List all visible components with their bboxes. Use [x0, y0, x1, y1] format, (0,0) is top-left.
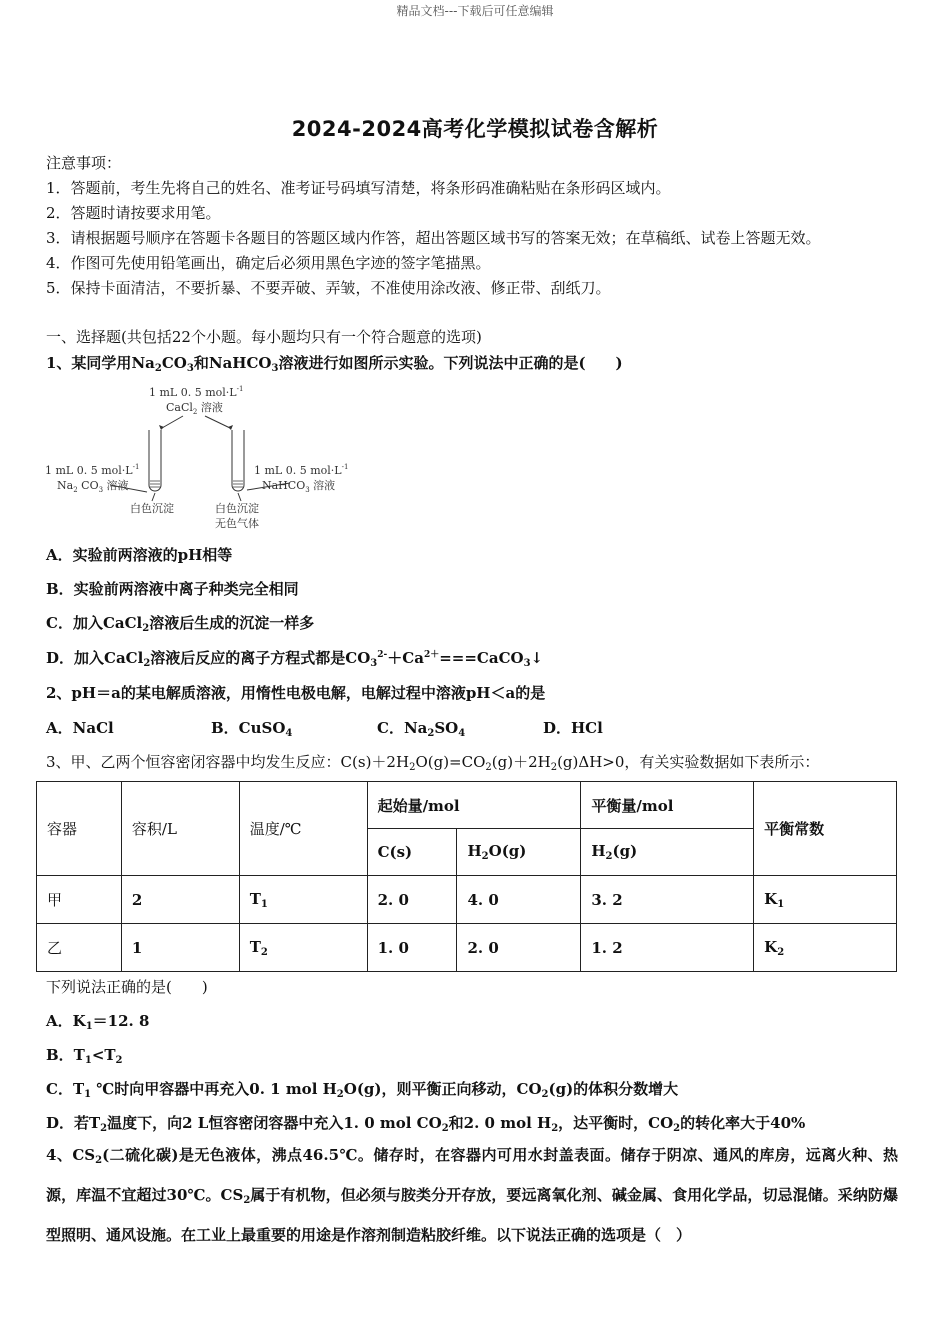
- cell-h2o: 2. 0: [457, 924, 581, 972]
- notice-item: 1．答题前，考生先将自己的姓名、准考证号码填写清楚，将条形码准确粘贴在条形码区域内。: [46, 179, 671, 197]
- cell-volume: 1: [121, 924, 239, 972]
- fig-left-label-1: 1 mL 0. 5 $mol\cdot L^{-1}$: [45, 463, 140, 477]
- cell-temp: $T_2$: [239, 924, 367, 972]
- cell-h2: 1. 2: [581, 924, 754, 972]
- header-c: C(s): [367, 829, 457, 876]
- header-initial: 起始量/mol: [367, 782, 581, 829]
- fig-top-label-1: 1 mL 0. 5 $mol\cdot L^{-1}$: [149, 385, 244, 399]
- question-4-stem: 4、$CS_2$(二硫化碳)是无色液体，沸点46.5℃。储存时，在容器内可用水封盖表面。储存于阴凉、通风的库房，远离火种、热源，库温不宜超过30℃。$CS_2$属于有机物，但必须与胺类分开存放，要远离氧化剂、碱金属、食用化学品，切忌混储。采纳防爆型照明、通风设施。在工业上最重要的用途是作溶剂制造粘胶纤维。以下说法正确的选项是（ ）: [46, 1146, 898, 1244]
- table-row: [37, 924, 897, 972]
- q2-option-b: B．CuSO$_4$: [211, 719, 293, 739]
- header-volume: 容积/L: [121, 782, 239, 876]
- q2-option-a: A．NaCl: [46, 719, 114, 737]
- notice-item: 2．答题时请按要求用笔。: [46, 204, 221, 222]
- q1-option-a: A．实验前两溶液的pH相等: [46, 546, 233, 564]
- section-heading: 一、选择题(共包括22个小题。每小题均只有一个符合题意的选项): [46, 328, 482, 346]
- header-h2o: $H_2O(g)$: [457, 829, 581, 876]
- cell-container: 乙: [37, 924, 122, 972]
- page-header: 精品文档---下载后可任意编辑: [396, 4, 554, 18]
- cell-container: 甲: [37, 876, 122, 924]
- notice-item: 5．保持卡面清洁，不要折暴、不要弄破、弄皱，不准使用涂改液、修正带、刮纸刀。: [46, 279, 611, 297]
- cell-volume: 2: [121, 876, 239, 924]
- page-title: 2024-2024高考化学模拟试卷含解析: [291, 117, 659, 141]
- arrow-line-right: [205, 416, 230, 428]
- cell-h2: 3. 2: [581, 876, 754, 924]
- header-equilibrium: 平衡量/mol: [581, 782, 754, 829]
- test-tube-left: [149, 430, 161, 491]
- fig-right-label-1: 1 mL 0. 5 $mol\cdot L^{-1}$: [254, 463, 349, 477]
- notice-item: 3．请根据题号顺序在答题卡各题目的答题区域内作答，超出答题区域书写的答案无效；在草稿纸、试卷上答题无效。: [46, 229, 821, 247]
- header-constant: 平衡常数: [754, 782, 897, 876]
- q3-option-c: C．$T_1$ ℃时向甲容器中再充入0. 1 mol $H_2O(g)$，则平衡正向移动，$CO_2(g)$的体积分数增大: [46, 1080, 679, 1100]
- cell-k: $K_1$: [754, 876, 897, 924]
- cell-h2o: 4. 0: [457, 876, 581, 924]
- notice-heading: 注意事项：: [46, 154, 122, 172]
- question-1-stem: 1、某同学用$Na_2CO_3$和NaHCO$_3$溶液进行如图所示实验。下列说法中正确的是( ): [46, 354, 623, 374]
- fig-left-bottom: 白色沉淀: [130, 502, 174, 515]
- fig-right-label-2: NaHCO$_3$ 溶液: [262, 479, 336, 494]
- q1-option-c: C．加入CaCl$_2$溶液后生成的沉淀一样多: [46, 614, 315, 634]
- fig-right-bottom-1: 白色沉淀: [215, 502, 259, 515]
- notice-item: 4．作图可先使用铅笔画出，确定后必须用黑色字迹的签字笔描黑。: [46, 254, 491, 272]
- q3-option-d: D．若$T_2$温度下，向2 L恒容密闭容器中充入1. 0 mol $CO_2$和2. 0 mol $H_2$，达平衡时，$CO_2$的转化率大于40%: [46, 1114, 806, 1134]
- arrow-line-left: [162, 416, 183, 428]
- q2-option-c: C．$Na_2SO_4$: [377, 719, 466, 739]
- cell-temp: $T_1$: [239, 876, 367, 924]
- header-temperature: 温度/℃: [239, 782, 367, 876]
- header-container: 容器: [37, 782, 122, 876]
- q1-option-b: B．实验前两溶液中离子种类完全相同: [46, 580, 299, 598]
- q2-option-d: D．HCl: [543, 719, 603, 737]
- fig-left-label-2: $Na_2$ $CO_3$ 溶液: [57, 479, 129, 494]
- data-table: [36, 781, 897, 972]
- table-row: [37, 876, 897, 924]
- test-tube-right: [232, 430, 244, 491]
- experiment-figure: [40, 380, 360, 535]
- fig-top-label-2: CaCl$_2$ 溶液: [166, 401, 223, 416]
- cell-c: 1. 0: [367, 924, 457, 972]
- q1-option-d: D．加入CaCl$_2$溶液后反应的离子方程式都是$CO_3^{2-}+Ca^{2+}===CaCO_3↓$: [46, 649, 544, 669]
- q3-option-b: B．$T_1<T_2$: [46, 1046, 123, 1066]
- question-2-stem: 2、pH＝a的某电解质溶液，用惰性电极电解，电解过程中溶液pH＜a的是: [46, 684, 546, 702]
- question-3-stem: 3、甲、乙两个恒容密闭容器中均发生反应：$C(s)+2H_2O(g)=CO_2(g)+2H_2(g)\Delta H>0$，有关实验数据如下表所示：: [46, 753, 820, 773]
- q3-prompt: 下列说法正确的是( ): [46, 978, 208, 996]
- cell-k: $K_2$: [754, 924, 897, 972]
- header-h2: $H_2(g)$: [581, 829, 754, 876]
- fig-right-bottom-2: 无色气体: [215, 517, 259, 530]
- cell-c: 2. 0: [367, 876, 457, 924]
- q3-option-a: A．$K_1=12$. 8: [46, 1012, 150, 1032]
